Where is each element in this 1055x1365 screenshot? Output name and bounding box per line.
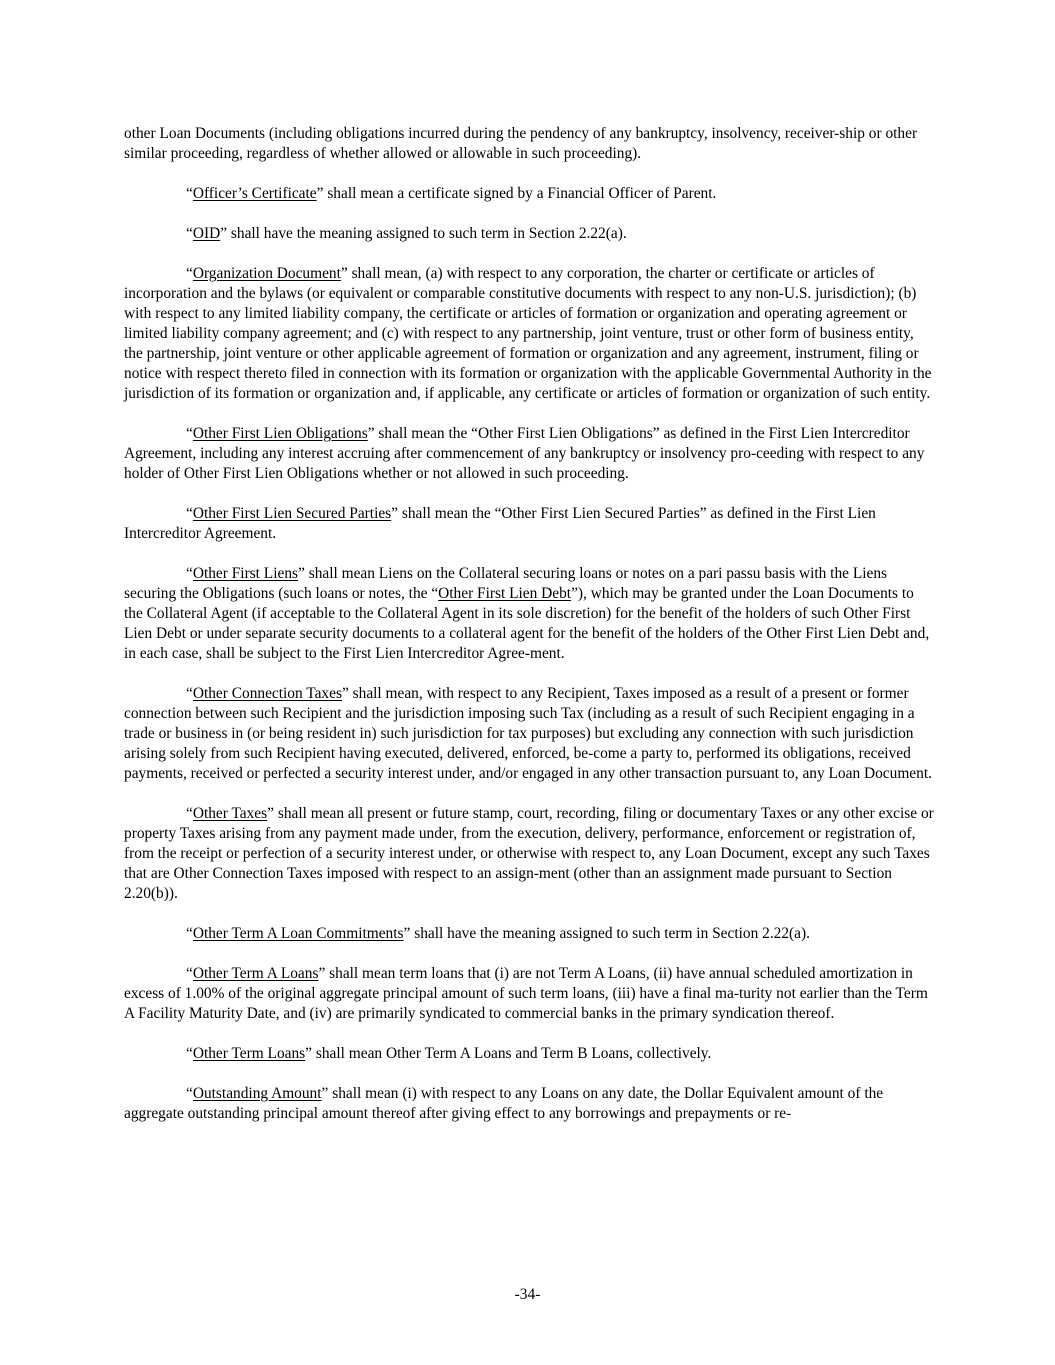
close-quote: ” (341, 685, 349, 702)
open-quote: “ (186, 225, 193, 242)
defined-term: Other Taxes (192, 805, 268, 822)
open-quote: “ (186, 265, 193, 282)
open-quote: “ (186, 925, 193, 942)
close-quote: ” (318, 965, 326, 982)
definition-text: shall mean a certificate signed by a Financial Officer of Parent. (323, 185, 717, 202)
open-quote: “ (186, 1045, 193, 1062)
open-quote: “ (186, 565, 193, 582)
close-quote: ” (340, 265, 348, 282)
definition-text: shall mean (i) with respect to any Loans on any date, the Dollar Equivalent amount of the aggregate outstanding principal amount thereof after giving effect to any borrowings and prepayments or re- (124, 1085, 884, 1122)
defined-term: Outstanding Amount (192, 1085, 322, 1102)
definition-text: shall mean term loans that (i) are not Term A Loans, (ii) have annual scheduled amortization in excess of 1.00% of the original aggregate principal amount of such term loans, (iii) have a final ma-turity not earlier than the Term A Facility Maturity Date, and (iv) are primarily syndicated to commercial banks in the primary syndication thereof. (124, 965, 928, 1022)
definition-text: shall have the meaning assigned to such term in Section 2.22(a). (410, 925, 810, 942)
paragraph-text: other Loan Documents (including obligations incurred during the pendency of any bankruptcy, insolvency, receiver-ship or other similar proceeding, regardless of whether allowed or allowable in such proceeding). (124, 125, 918, 162)
definition-text: shall mean all present or future stamp, court, recording, filing or documentary Taxes or any other excise or property Taxes arising from any payment made under, from the execution, delivery, performance, enforcement or registration of, from the receipt or perfection of a security interest under, or otherwise with respect to, any Loan Document, except any such Taxes that are Other Connection Taxes imposed with respect to an assign-ment (other than an assignment made pursuant to Section 2.20(b)). (124, 805, 934, 902)
close-quote: ” (267, 805, 274, 822)
defined-term: Other First Lien Obligations (192, 425, 368, 442)
definition-other-first-liens (124, 564, 934, 664)
open-quote: “ (186, 685, 193, 702)
defined-term: Organization Document (192, 265, 341, 282)
definition-other-taxes (124, 804, 934, 904)
open-quote: “ (186, 1085, 193, 1102)
definition-text: shall mean Liens on the Collateral securing loans or notes on a pari passu basis with the Liens securing the Obligations (such loans or notes, the “ (124, 565, 888, 602)
close-quote: ” (298, 565, 305, 582)
definition-text: shall mean, (a) with respect to any corporation, the charter or certificate or articles of incorporation and the bylaws (or equivalent or comparable constitutive documents with respect to any non-U.S. jurisdiction); (b) with respect to any limited liability company, the certificate or articles of formation or organization and operating agreement or limited liability company agreement; and (c) with respect to any partnership, joint venture, trust or other form of business entity, the partnership, joint venture or other applicable agreement of formation or organization and any agreement, instrument, filing or notice with respect thereto filed in connection with its formation or organization with the applicable Governmental Authority in the jurisdiction of its formation or organization and, if applicable, any certificate or articles of formation or organization of such entity. (124, 265, 932, 402)
close-quote: ” (316, 185, 324, 202)
close-quote: ” (321, 1085, 329, 1102)
definition-other-term-loans (124, 1044, 934, 1064)
defined-term: Other First Lien Secured Parties (192, 505, 392, 522)
definition-other-term-a-loans (124, 964, 934, 1024)
open-quote: “ (186, 965, 193, 982)
definition-oid (124, 224, 934, 244)
inner-defined-term: Other First Lien Debt (438, 585, 572, 602)
paragraph-continuation (124, 124, 934, 164)
defined-term: OID (192, 225, 221, 242)
definition-outstanding-amount (124, 1084, 934, 1124)
open-quote: “ (186, 425, 193, 442)
defined-term: Other Connection Taxes (192, 685, 342, 702)
defined-term: Other Term A Loans (192, 965, 319, 982)
definition-other-connection-taxes (124, 684, 934, 784)
definition-text: shall mean Other Term A Loans and Term B Loans, collectively. (312, 1045, 712, 1062)
page-number: -34- (514, 1286, 541, 1303)
definition-text: shall mean, with respect to any Recipient, Taxes imposed as a result of a present or former connection between such Recipient and the jurisdiction imposing such Tax (including as a result of such Recipient engaging in a trade or business in (or being resident in) such jurisdiction for tax purposes) but excluding any connection with such jurisdiction arising solely from such Recipient having executed, delivered, enforced, be-come a party to, performed its obligations, received payments, received or perfected a security interest under, and/or engaged in any other transaction pursuant to, any Loan Document. (124, 685, 932, 782)
close-quote: ” (403, 925, 411, 942)
close-quote: ” (391, 505, 399, 522)
close-quote: ” (220, 225, 228, 242)
definition-officers-certificate (124, 184, 934, 204)
defined-term: Other First Liens (192, 565, 299, 582)
definition-text: shall mean the “Other First Lien Secured Parties” as defined in the First Lien Intercreditor Agreement. (124, 505, 876, 542)
definition-other-term-a-loan-commitments (124, 924, 934, 944)
definition-text: shall mean the “Other First Lien Obligations” as defined in the First Lien Intercreditor Agreement, including any interest accruing after commencement of any bankruptcy or insolvency pro-ceeding with respect to any holder of Other First Lien Obligations whether or not allowed in such proceeding. (124, 425, 925, 482)
open-quote: “ (186, 805, 193, 822)
open-quote: “ (186, 185, 193, 202)
defined-term: Other Term A Loan Commitments (192, 925, 404, 942)
definition-other-first-lien-obligations (124, 424, 934, 484)
definition-other-first-lien-secured-parties (124, 504, 934, 544)
definition-organization-document (124, 264, 934, 404)
open-quote: “ (186, 505, 193, 522)
close-quote: ” (305, 1045, 313, 1062)
definition-text: shall have the meaning assigned to such term in Section 2.22(a). (227, 225, 627, 242)
defined-term: Officer’s Certificate (192, 185, 317, 202)
definition-text-continued: ”), which may be granted under the Loan Documents to the Collateral Agent (if acceptable to the Collateral Agent in its sole discretion) for the benefit of the holders of such Other First Lien Debt or under separate security documents to a collateral agent for the benefit of the holders of the Other First Lien Debt and, in each case, shall be subject to the First Lien Intercreditor Agree-ment. (124, 585, 930, 662)
defined-term: Other Term Loans (192, 1045, 306, 1062)
close-quote: ” (367, 425, 375, 442)
document-page (124, 124, 934, 1144)
